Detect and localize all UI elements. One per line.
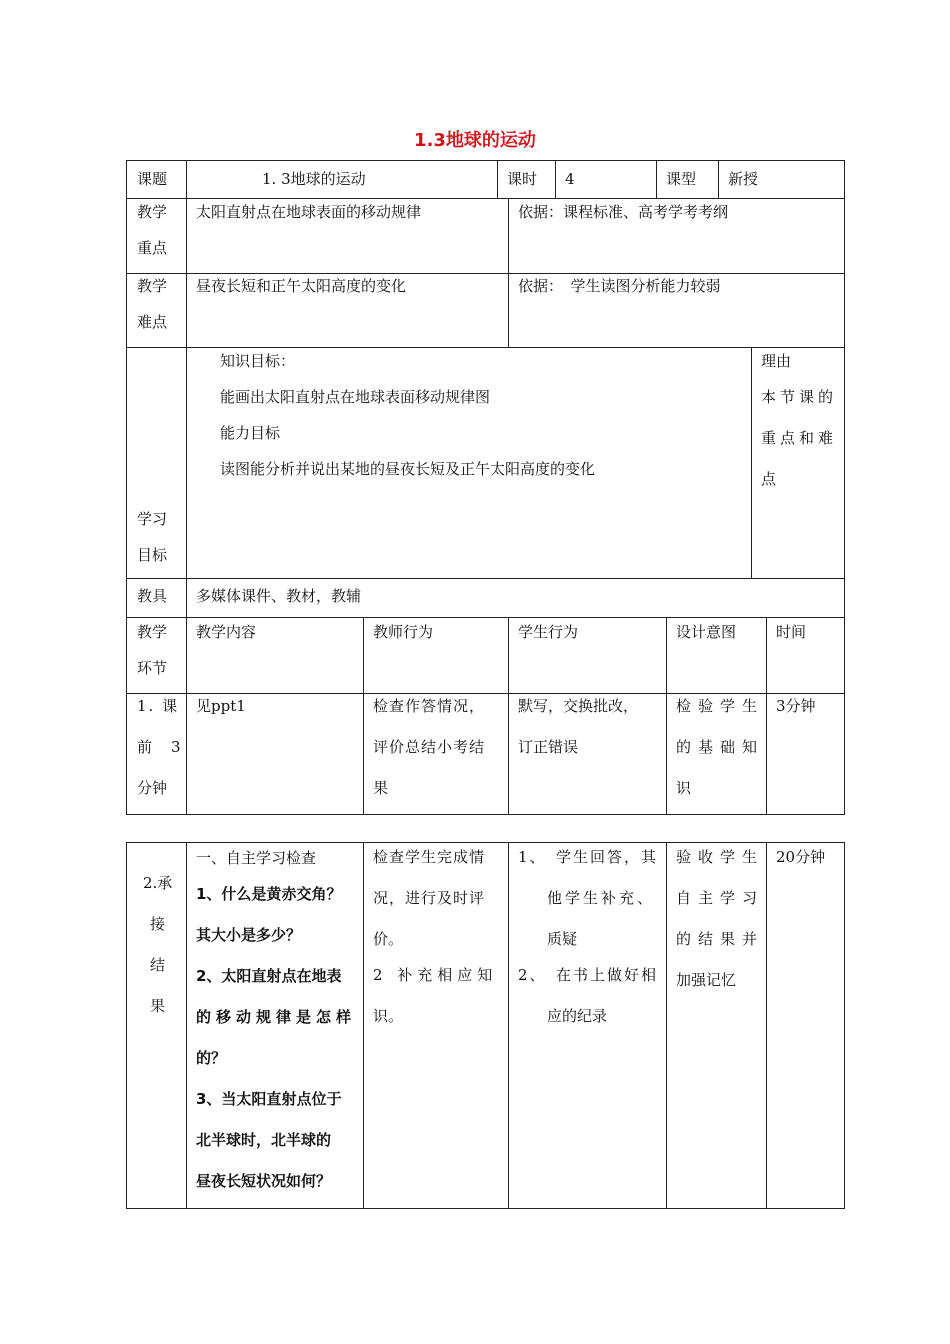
step2-intent: 的结果并 (676, 930, 765, 948)
step1-content: 见ppt1 (196, 697, 246, 715)
goal-line: 能力目标 (220, 424, 281, 442)
step2-teacher: 检查学生完成情 (373, 848, 486, 866)
topic-value: 1. 3地球的运动 (262, 170, 366, 188)
step2-student: 1、 学生回答，其 (518, 848, 659, 866)
step1-intent: 识 (676, 779, 692, 797)
step2-heading: 一、自主学习检查 (196, 849, 317, 867)
step2-intent: 自主学习 (676, 889, 765, 907)
step2-stage: 2.承 (143, 874, 173, 892)
header-student: 学生行为 (518, 623, 579, 641)
header-stage: 环节 (137, 659, 168, 677)
tools-label: 教具 (137, 587, 168, 605)
step1-stage: 1. 课 (137, 697, 180, 715)
col-divider (766, 842, 767, 1209)
col-divider (508, 198, 509, 347)
step1-student: 默写，交换批改， (518, 697, 639, 715)
step2-stage: 接 (150, 915, 166, 933)
type-label: 课型 (666, 170, 697, 188)
col-divider (508, 617, 509, 815)
tools-content: 多媒体课件、教材，教辅 (196, 587, 362, 605)
question-line: 北半球时，北半球的 (196, 1131, 332, 1149)
hours-value: 4 (565, 170, 575, 188)
step2-stage: 结 (150, 956, 166, 974)
reason-line: 重点和难 (761, 429, 838, 447)
goal-label: 学习 (137, 510, 168, 528)
key-label: 重点 (137, 239, 168, 257)
reason-line: 点 (761, 470, 777, 488)
question-line: 的？ (196, 1049, 227, 1067)
goal-line: 知识目标： (220, 352, 296, 370)
step1-student: 订正错误 (518, 738, 579, 756)
key-label: 教学 (137, 203, 168, 221)
step2-student: 应的纪录 (547, 1007, 608, 1025)
col-divider (656, 160, 657, 198)
goal-line: 能画出太阳直射点在地球表面移动规律图 (220, 388, 491, 406)
col-divider (555, 160, 556, 198)
step2-intent: 验收学生 (676, 848, 765, 866)
step2-teacher: 识。 (373, 1007, 404, 1025)
hours-label: 课时 (507, 170, 538, 188)
step2-time: 20分钟 (776, 848, 826, 866)
step2-teacher: 2 补充相应知 (373, 966, 498, 984)
goal-line: 读图能分析并说出某地的昼夜长短及正午太阳高度的变化 (220, 460, 596, 478)
step2-student: 质疑 (547, 930, 578, 948)
col-divider (766, 617, 767, 815)
key-content: 太阳直射点在地球表面的移动规律 (196, 203, 422, 221)
step1-stage: 分钟 (137, 779, 168, 797)
difficulty-label: 教学 (137, 277, 168, 295)
difficulty-label: 难点 (137, 313, 168, 331)
question-line: 的移动规律是怎样 (196, 1008, 357, 1026)
col-divider (363, 842, 364, 1209)
question-line: 1、什么是黄赤交角？ (196, 885, 342, 903)
col-divider (186, 160, 187, 815)
difficulty-basis: 依据： 学生读图分析能力较弱 (518, 277, 721, 295)
col-divider (363, 617, 364, 815)
step2-student: 2、 在书上做好相 (518, 966, 659, 984)
step1-teacher: 果 (373, 779, 389, 797)
topic-label: 课题 (137, 170, 168, 188)
key-basis: 依据：课程标准、高考学考考纲 (518, 203, 729, 221)
col-divider (718, 160, 719, 198)
step2-intent: 加强记忆 (676, 971, 737, 989)
step2-teacher: 价。 (373, 930, 404, 948)
step1-teacher: 评价总结小考结 (373, 738, 486, 756)
question-line: 其大小是多少？ (196, 926, 302, 944)
header-teacher: 教师行为 (373, 623, 434, 641)
col-divider (751, 347, 752, 578)
col-divider (666, 842, 667, 1209)
col-divider (186, 842, 187, 1209)
page-title: 1.3地球的运动 (414, 130, 536, 151)
col-divider (666, 617, 667, 815)
header-stage: 教学 (137, 623, 168, 641)
step1-time: 3分钟 (776, 697, 816, 715)
step1-teacher: 检查作答情况， (373, 697, 486, 715)
header-time: 时间 (776, 623, 807, 641)
header-intent: 设计意图 (676, 623, 737, 641)
step2-student: 他学生补充、 (547, 889, 656, 907)
reason-line: 本节课的 (761, 388, 838, 406)
type-value: 新授 (728, 170, 759, 188)
step1-intent: 检验学生 (676, 697, 765, 715)
step1-stage: 前 3 (137, 738, 183, 756)
col-divider (497, 160, 498, 198)
step2-teacher: 况，进行及时评 (373, 889, 486, 907)
col-divider (508, 842, 509, 1209)
question-line: 2、太阳直射点在地表 (196, 967, 342, 985)
header-content: 教学内容 (196, 623, 257, 641)
step2-stage: 果 (150, 997, 166, 1015)
question-line: 昼夜长短状况如何？ (196, 1172, 332, 1190)
question-line: 3、当太阳直射点位于 (196, 1090, 342, 1108)
goal-label: 目标 (137, 546, 168, 564)
reason-line: 理由 (761, 352, 792, 370)
difficulty-content: 昼夜长短和正午太阳高度的变化 (196, 277, 407, 295)
step1-intent: 的基础知 (676, 738, 765, 756)
